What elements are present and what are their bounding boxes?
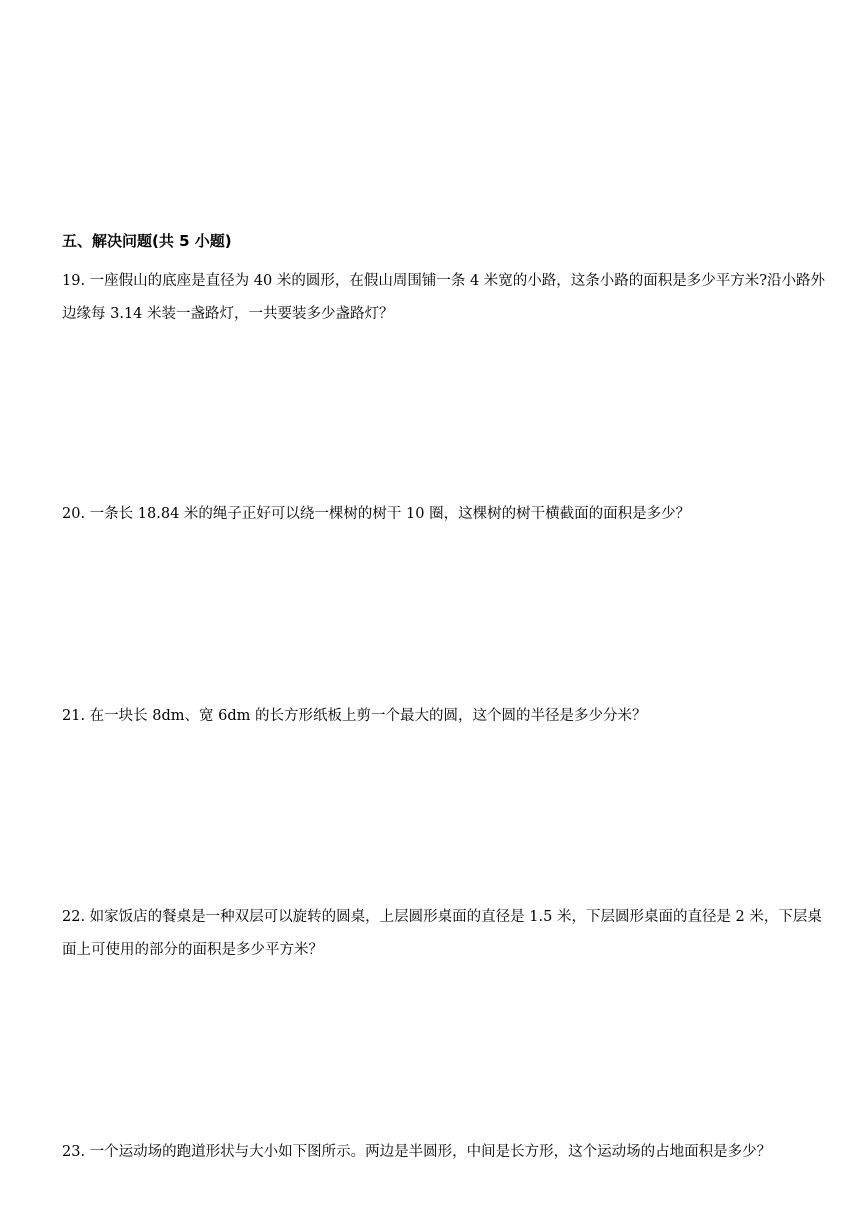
section-title: 五、解决问题(共 5 小题) xyxy=(62,232,232,250)
question-19: 19. 一座假山的底座是直径为 40 米的圆形，在假山周围铺一条 4 米宽的小路，这条小路的面积是多少平方米?沿小路外边缘每 3.14 米装一盏路灯，一共要装多少盏路灯？ xyxy=(62,273,826,322)
question-21: 21. 在一块长 8dm、宽 6dm 的长方形纸板上剪一个最大的圆，这个圆的半径是多少分米？ xyxy=(62,708,647,724)
question-23: 23. 一个运动场的跑道形状与大小如下图所示。两边是半圆形，中间是长方形，这个运动场的占地面积是多少？ xyxy=(62,1144,772,1160)
question-20: 20. 一条长 18.84 米的绳子正好可以绕一棵树的树干 10 圈，这棵树的树干横截面的面积是多少？ xyxy=(62,506,691,522)
question-22: 22. 如家饭店的餐桌是一种双层可以旋转的圆桌，上层圆形桌面的直径是 1.5 米，下层圆形桌面的直径是 2 米，下层桌面上可使用的部分的面积是多少平方米？ xyxy=(62,909,822,958)
